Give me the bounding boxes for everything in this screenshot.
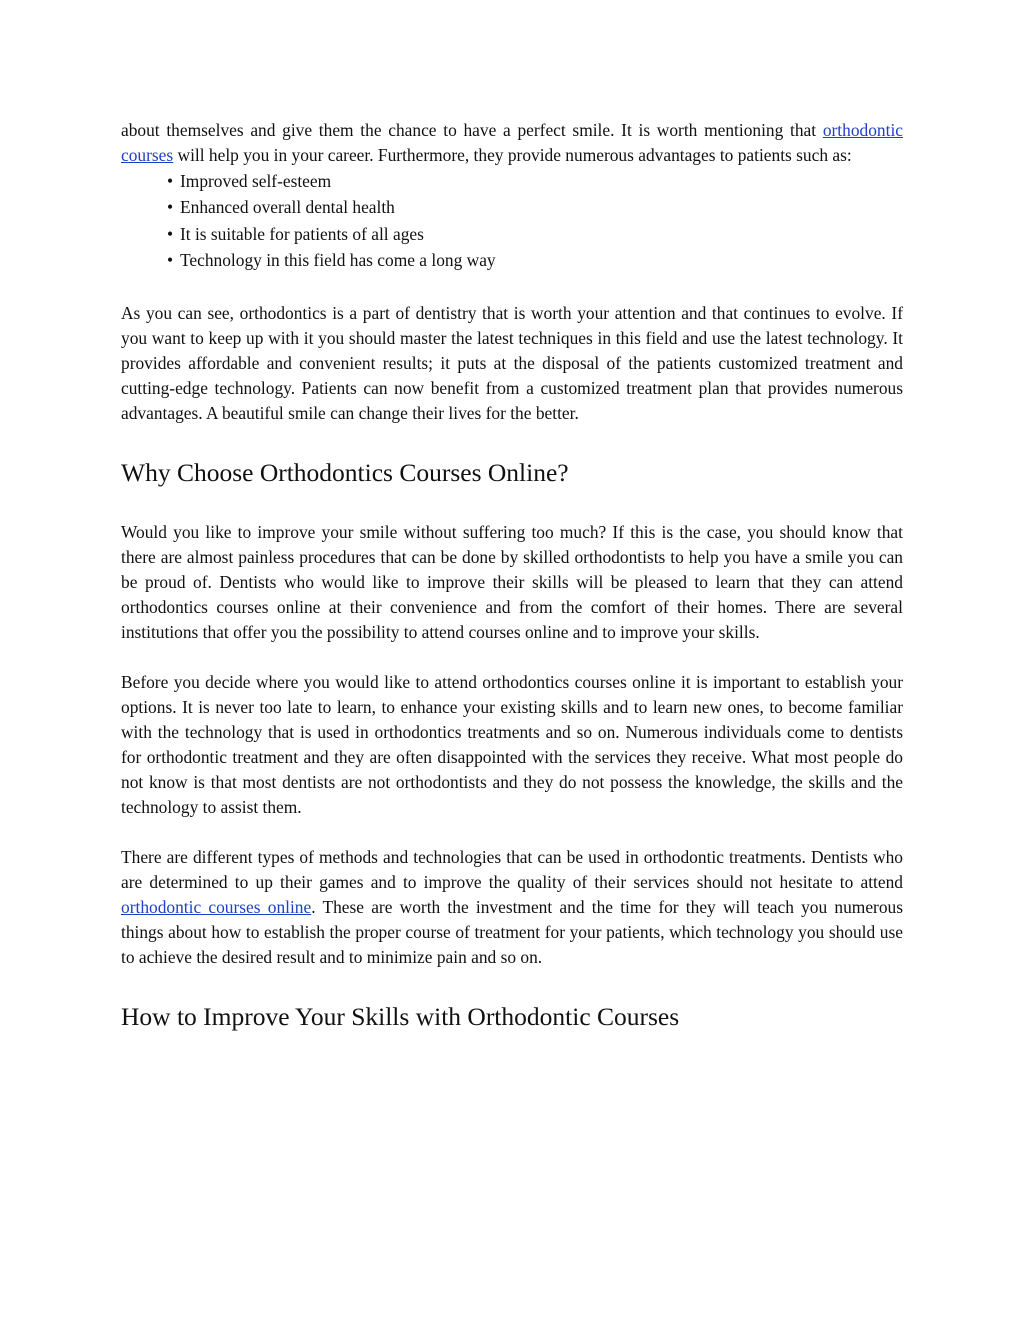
orthodontic-courses-online-link[interactable]: orthodontic courses online: [121, 897, 312, 918]
list-item-text: Enhanced overall dental health: [180, 197, 395, 218]
orthodontic-courses-link[interactable]: orthodontic courses: [121, 120, 903, 165]
improve-smile-paragraph: Would you like to improve your smile without suffering too much? If this is the case, you should know that there are almost painless procedures that can be done by skilled orthodontists to help you have a smile you can be proud of. Dentists who would like to improve their skills will be pleased to learn that they can attend orthodontics courses online at their convenience and from the comfort of their homes. There are several institutions that offer you the possibility to attend courses online and to improve your skills.: [121, 522, 903, 643]
heading-why-choose: Why Choose Orthodontics Courses Online?: [121, 458, 569, 488]
methods-paragraph: [121, 845, 903, 970]
bullet-icon: •: [167, 197, 174, 218]
intro-text-start: about themselves and give them the chance to have a perfect smile. It is worth mentioning that: [121, 120, 823, 140]
document-page: [121, 118, 903, 1032]
before-you-decide-paragraph: Before you decide where you would like to attend orthodontics courses online it is important to establish your options. It is never too late to learn, to enhance your existing skills and to learn new ones, to become familiar with the technology that is used in orthodontics treatments and so on. Numerous individuals come to dentists for orthodontic treatment and they are often disappointed with the services they receive. What most people do not know is that most dentists are not orthodontists and they do not possess the knowledge, the skills and the technology to assist them.: [121, 672, 903, 818]
intro-paragraph: [121, 118, 903, 168]
list-item: [167, 194, 903, 220]
list-item: [167, 221, 903, 247]
bullet-icon: •: [167, 249, 174, 270]
intro-text-end: will help you in your career. Furthermore, they provide numerous advantages to patients such as:: [173, 145, 852, 165]
methods-text-end: . These are worth the investment and the time for they will teach you numerous things about how to establish the proper course of treatment for your patients, which technology you should use to achieve the desired result and to minimize pain and so on.: [121, 897, 903, 968]
list-item-text: Improved self-esteem: [180, 171, 332, 191]
list-item-text: Technology in this field has come a long way: [180, 249, 496, 270]
methods-text-start: There are different types of methods and technologies that can be used in orthodontic treatments. Dentists who are determined to up their games and to improve the quality of their services should not hesitate to attend: [121, 847, 903, 893]
orthodontics-paragraph: As you can see, orthodontics is a part of dentistry that is worth your attention and that continues to evolve. If you want to keep up with it you should master the latest techniques in this field and use the latest technology. It provides affordable and convenient results; it puts at the disposal of the patients customized treatment and cutting-edge technology. Patients can now benefit from a customized treatment plan that provides numerous advantages. A beautiful smile can change their lives for the better.: [121, 303, 903, 424]
list-item: [167, 168, 903, 194]
advantages-list: [121, 168, 903, 273]
bullet-icon: •: [167, 223, 174, 244]
heading-how-to-improve: How to Improve Your Skills with Orthodontic Courses: [121, 1002, 680, 1032]
bullet-icon: •: [167, 171, 174, 191]
list-item: [167, 247, 903, 273]
list-item-text: It is suitable for patients of all ages: [180, 223, 424, 244]
